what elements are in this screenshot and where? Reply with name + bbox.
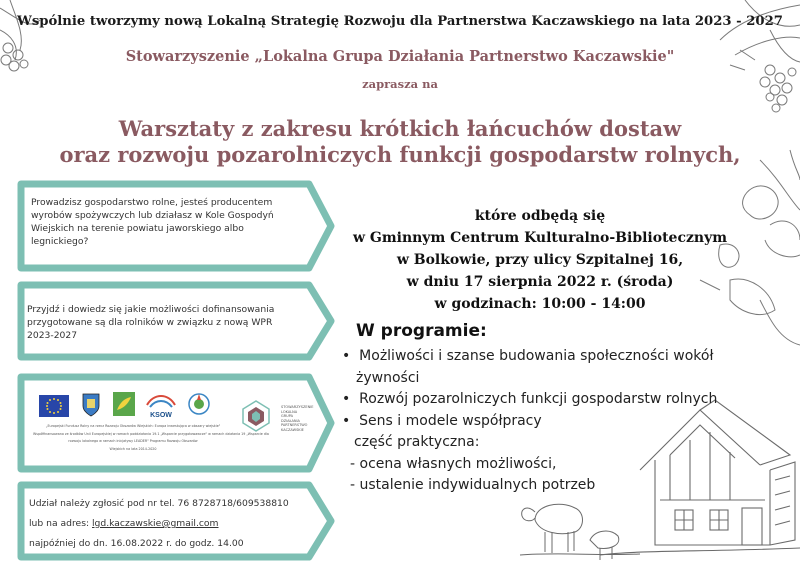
- bullet: •: [342, 348, 351, 364]
- bullet: •: [342, 412, 351, 429]
- practical-part-label: część praktyczna:: [354, 434, 480, 450]
- signpost-2-text: [27, 303, 322, 342]
- details-hours: w godzinach: 10:00 - 14:00: [434, 296, 646, 312]
- signpost-1: [17, 180, 337, 276]
- lgd-logo-icon: [239, 399, 273, 433]
- email-prefix: lub na adres:: [29, 518, 92, 529]
- signpost-3: [17, 373, 337, 477]
- program-item: [342, 389, 717, 411]
- program-item-text: żywności: [356, 369, 420, 386]
- lgd-logo-caption: STOWARZYSZENIE LOKALNA GRUPA DZIAŁANIA PARTNERSTWO KACZAWSKIE: [281, 405, 314, 432]
- coat-of-arms-icon: [81, 392, 101, 418]
- signpost-2-line: Przyjdź i dowiedz się jakie możliwości dofinansowania: [27, 304, 275, 315]
- signpost-4-text: [29, 494, 324, 554]
- program-item: [342, 411, 717, 433]
- registration-deadline: najpóźniej do dn. 16.08.2022 r. do godz. 14.00: [29, 538, 244, 549]
- signpost-2-line: przygotowane są dla rolników w związku z nową WPR: [27, 317, 273, 328]
- details-address: w Bolkowie, przy ulicy Szpitalnej 16,: [396, 252, 684, 268]
- signpost-1-line: Wiejskich na terenie powiatu jaworskiego albo: [31, 223, 244, 234]
- signpost-2-line: 2023-2027: [27, 330, 78, 341]
- invites-text: zaprasza na: [362, 77, 438, 91]
- program-item-text: Sens i modele współpracy: [359, 412, 542, 429]
- program-item-text: Możliwości i szanse budowania społeczności wokół: [359, 348, 714, 364]
- signpost-4: [17, 481, 337, 565]
- details-intro: które odbędą się: [474, 208, 606, 224]
- eu-flag-icon: [39, 395, 69, 417]
- ksow-logo-icon: [144, 391, 178, 419]
- fine-print-line: Współfinansowano ze środków Unii Europejskiej w ramach poddziałania 19.1 „Wsparcie przygotowawcze" w ramach działania 19 „Wsparcie dla: [33, 431, 269, 436]
- details-venue: w Gminnym Centrum Kulturalno-Bibliotecznym: [352, 230, 728, 246]
- registration-email-line: [29, 514, 324, 534]
- organization-name: Stowarzyszenie „Lokalna Grupa Działania Partnerstwo Kaczawskie": [125, 48, 675, 65]
- registration-phone: Udział należy zgłosić pod nr tel. 76 8728718/609538810: [29, 498, 289, 509]
- signpost-1-line: legnickiego?: [31, 236, 89, 247]
- signpost-1-line: Prowadzisz gospodarstwo rolne, jesteś producentem: [31, 197, 273, 208]
- event-details: [300, 205, 780, 315]
- signpost-2: [17, 281, 337, 365]
- registration-email-link[interactable]: lgd.kaczawskie@gmail.com: [92, 518, 219, 529]
- fine-print-line: „Europejski Fundusz Rolny na rzecz Rozwoju Obszarów Wiejskich: Europa inwestująca w obszary wiejskie": [45, 424, 221, 428]
- sheep-sketch-icon: [520, 504, 640, 560]
- program-item: [342, 346, 717, 368]
- signpost-1-line: wyrobów spożywczych lub działasz w Kole Gospodyń: [31, 210, 274, 221]
- strategy-headline: Wspólnie tworzymy nową Lokalną Strategię Rozwoju dla Partnerstwa Kaczawskiego na lata 2023 - 2027: [17, 14, 783, 29]
- leader-logo-icon: [113, 392, 135, 416]
- prow-logo-icon: [187, 392, 211, 416]
- bullet: •: [342, 391, 351, 407]
- practical-sub-item: - ustalenie indywidualnych potrzeb: [350, 477, 596, 493]
- ksow-label: KSOW: [150, 412, 172, 419]
- workshop-title-line1: Warsztaty z zakresu krótkich łańcuchów dostaw: [118, 116, 682, 141]
- fine-print-line: Wiejskich na lata 2014-2020: [109, 446, 157, 451]
- signpost-1-text: [31, 196, 321, 248]
- practical-sub-item: - ocena własnych możliwości,: [350, 455, 557, 472]
- program-heading: W programie:: [356, 321, 487, 341]
- eu-funding-fine-print: [33, 423, 269, 453]
- program-list: [342, 346, 717, 497]
- fine-print-line: rozwoju lokalnego w ramach inicjatywy LEADER" Programu Rozwoju Obszarów: [68, 439, 198, 443]
- program-item-text: Rozwój pozarolniczych funkcji gospodarstw rolnych: [359, 391, 718, 407]
- details-date: w dniu 17 sierpnia 2022 r. (środa): [406, 274, 674, 290]
- workshop-title-line2: oraz rozwoju pozarolniczych funkcji gospodarstw rolnych,: [59, 142, 741, 167]
